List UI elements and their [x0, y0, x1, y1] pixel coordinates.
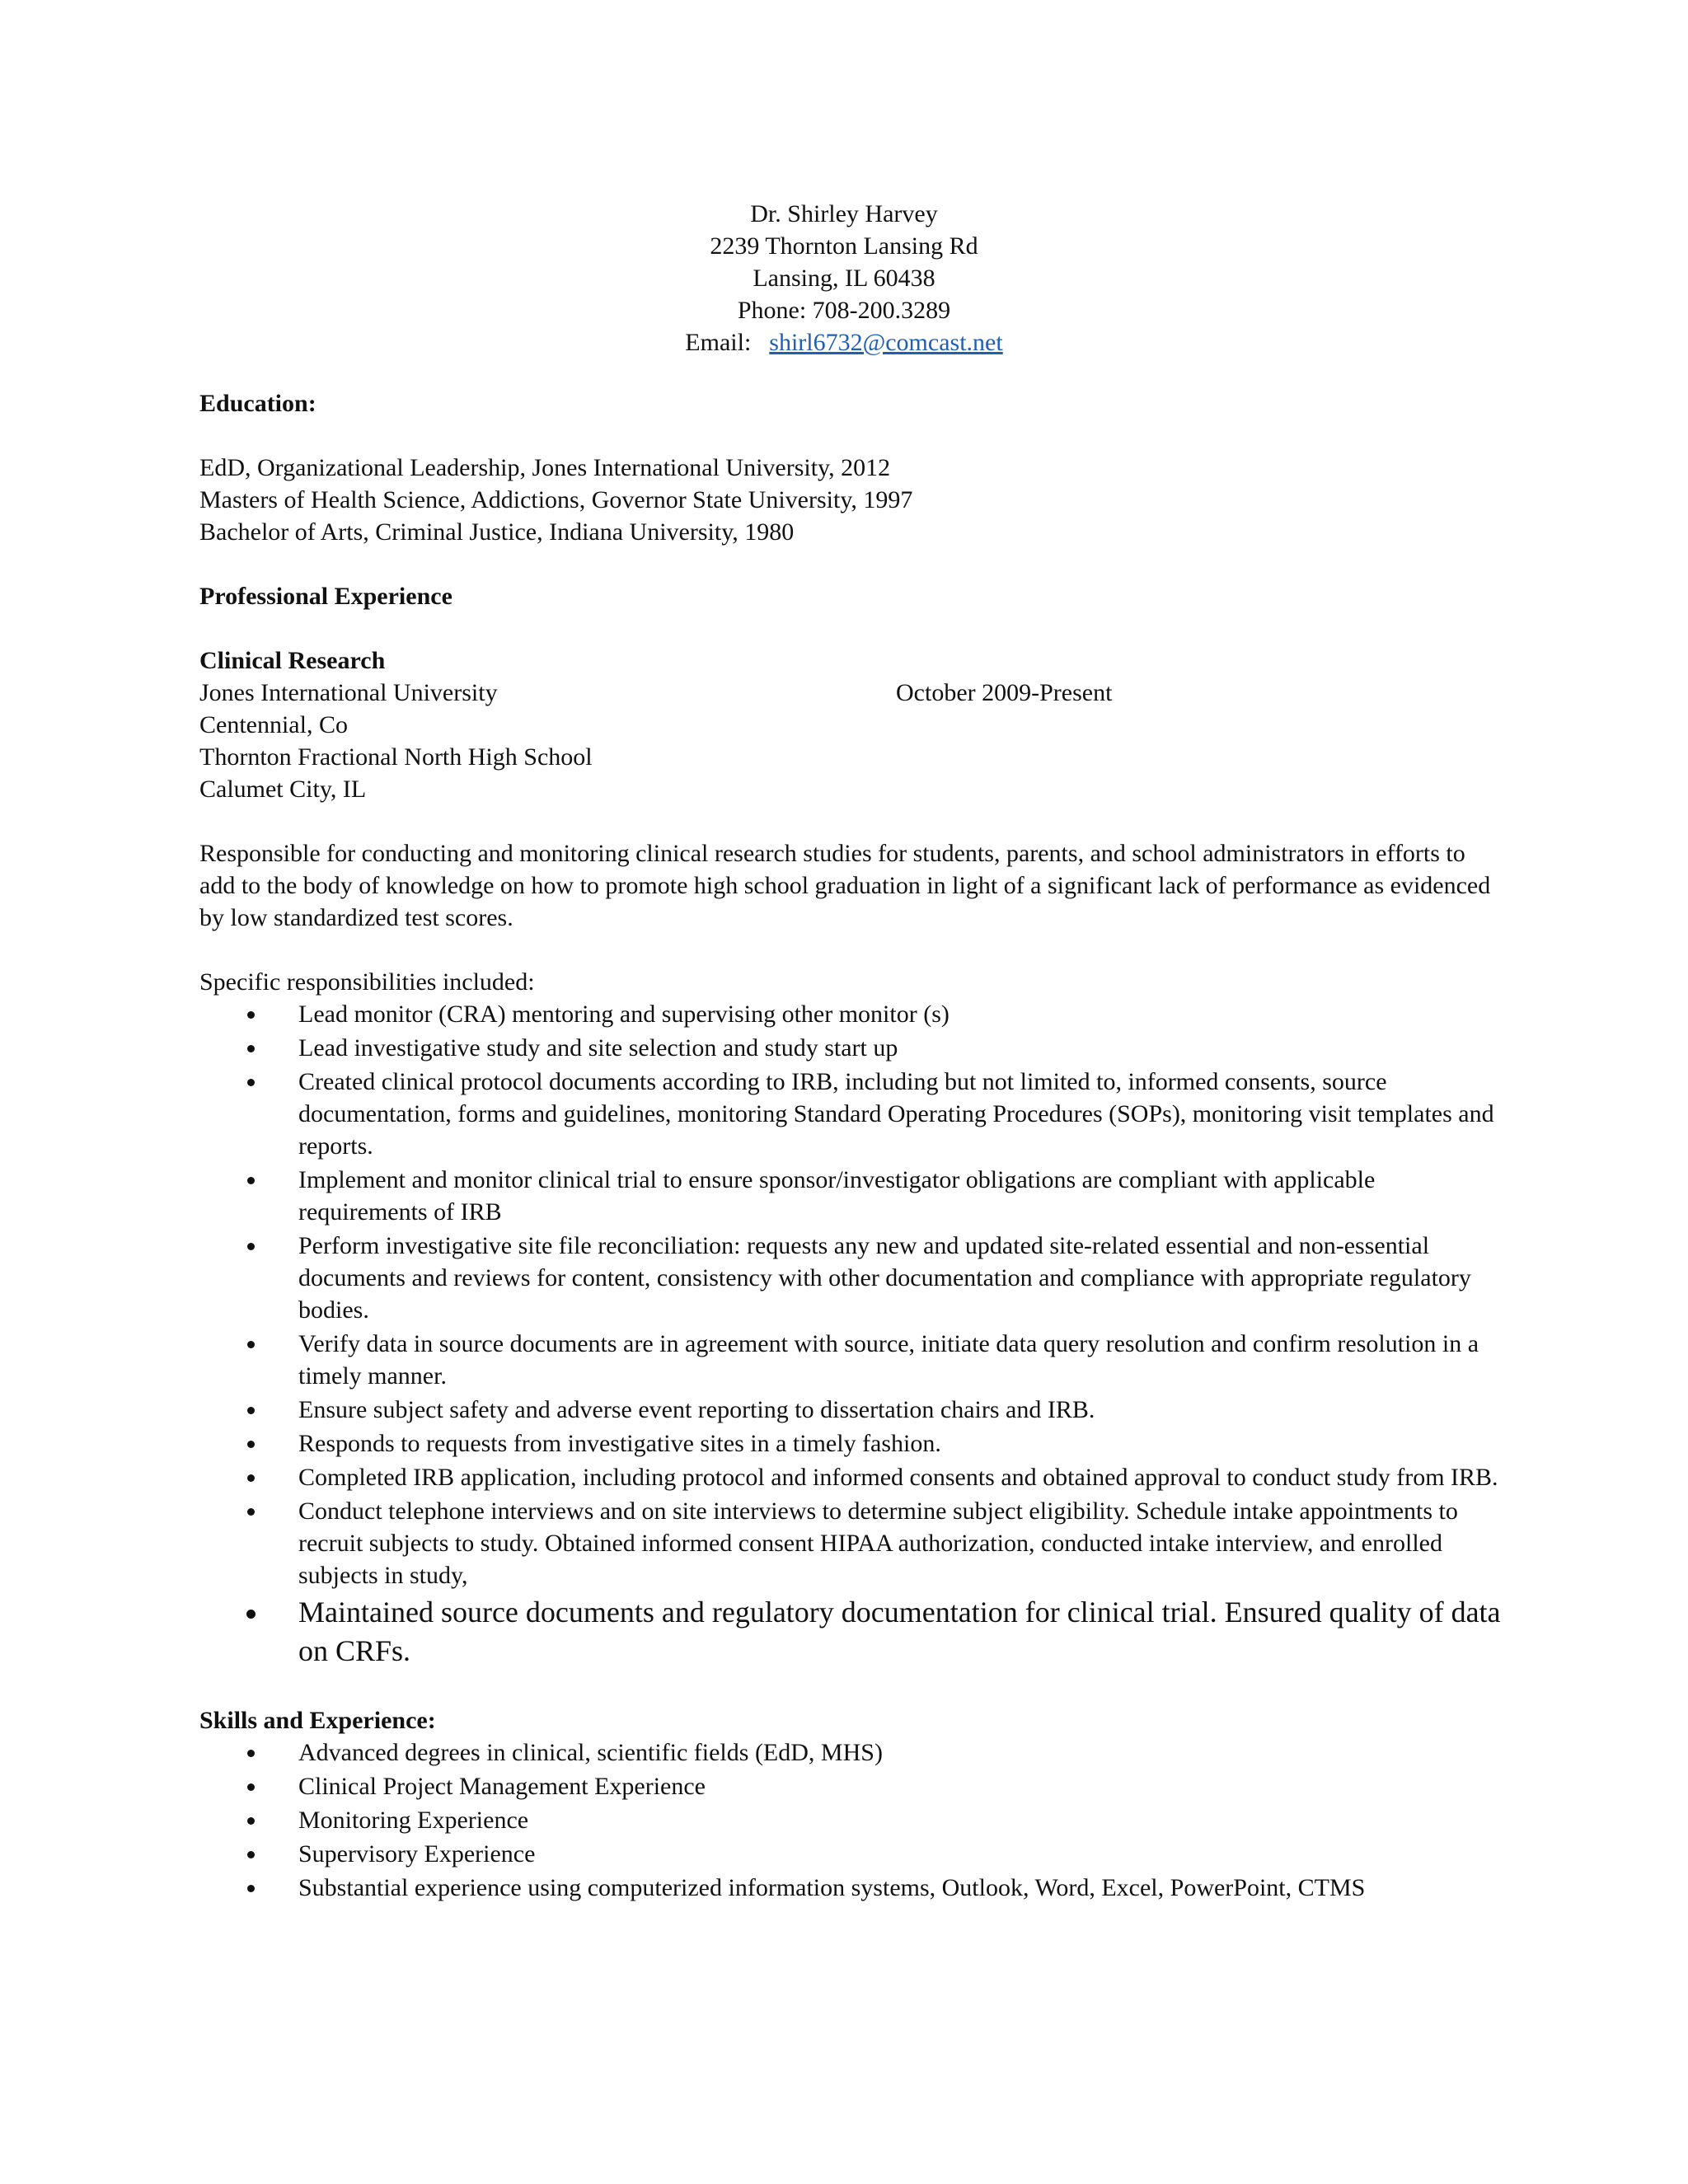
responsibilities-list — [199, 998, 1502, 1671]
education-item: Bachelor of Arts, Criminal Justice, Indiana University, 1980 — [199, 518, 795, 546]
location-line: Centennial, Co — [199, 711, 348, 738]
address-line-1: 2239 Thornton Lansing Rd — [710, 232, 978, 260]
employer-name: Jones International University — [199, 679, 498, 706]
bullet-icon — [247, 1243, 255, 1250]
list-item: Lead investigative study and site selection and study start up — [199, 1032, 1502, 1064]
list-item: Maintained source documents and regulatory documentation for clinical trial. Ensured quality of data on CRFs. — [199, 1593, 1502, 1671]
applicant-name: Dr. Shirley Harvey — [750, 200, 938, 227]
bullet-icon — [247, 1474, 255, 1482]
list-item: Advanced degrees in clinical, scientific fields (EdD, MHS) — [199, 1736, 1502, 1769]
bullet-icon — [247, 1851, 255, 1858]
skills-heading: Skills and Experience: — [199, 1707, 436, 1734]
resume-body — [199, 387, 1502, 1905]
list-item: Completed IRB application, including protocol and informed consents and obtained approval to conduct study from IRB. — [199, 1461, 1502, 1493]
list-item: Verify data in source documents are in agreement with source, initiate data query resolution and confirm resolution in a timely manner. — [199, 1328, 1502, 1392]
experience-subheading: Clinical Research — [199, 647, 386, 674]
bullet-icon — [247, 1508, 255, 1516]
bullet-icon — [247, 1079, 255, 1086]
responsibilities-intro: Specific responsibilities included: — [199, 968, 535, 996]
education-item: Masters of Health Science, Addictions, Governor State University, 1997 — [199, 486, 913, 513]
experience-heading: Professional Experience — [199, 583, 452, 610]
bullet-icon — [247, 1045, 255, 1052]
bullet-icon — [247, 1341, 255, 1348]
employment-dates: October 2009-Present — [896, 679, 1113, 706]
education-item: EdD, Organizational Leadership, Jones International University, 2012 — [199, 454, 891, 481]
email-label: Email: — [685, 329, 752, 356]
list-item: Ensure subject safety and adverse event reporting to dissertation chairs and IRB. — [199, 1394, 1502, 1426]
bullet-icon — [247, 1885, 255, 1892]
list-item: Substantial experience using computerized information systems, Outlook, Word, Excel, PowerPoint, CTMS — [199, 1872, 1502, 1904]
location-line: Calumet City, IL — [199, 776, 367, 803]
bullet-icon — [246, 1610, 256, 1619]
bullet-icon — [247, 1817, 255, 1825]
list-item: Perform investigative site file reconciliation: requests any new and updated site-related essential and non-essential documents and reviews for content, consistency with other documentation and compliance with appropriate regulatory bodies. — [199, 1230, 1502, 1326]
contact-header — [0, 198, 1688, 359]
list-item: Implement and monitor clinical trial to ensure sponsor/investigator obligations are compliant with applicable requirements of IRB — [199, 1164, 1502, 1228]
phone-line: Phone: 708-200.3289 — [737, 297, 951, 324]
list-item: Responds to requests from investigative sites in a timely fashion. — [199, 1427, 1502, 1460]
employer-row — [199, 677, 1502, 709]
bullet-icon — [247, 1407, 255, 1414]
bullet-icon — [247, 1441, 255, 1448]
email-line — [0, 326, 1688, 359]
bullet-icon — [247, 1783, 255, 1791]
location-line: Thornton Fractional North High School — [199, 743, 593, 771]
list-item: Conduct telephone interviews and on site interviews to determine subject eligibility. Schedule intake appointments to recruit subjects to study. Obtained informed consent HIPAA authorization, conducted intake interview, and enrolled subjects in study, — [199, 1495, 1502, 1591]
list-item: Monitoring Experience — [199, 1804, 1502, 1836]
list-item: Created clinical protocol documents according to IRB, including but not limited to, informed consents, source documentation, forms and guidelines, monitoring Standard Operating Procedures (SOPs), monitoring visit templates and reports. — [199, 1066, 1502, 1162]
bullet-icon — [247, 1750, 255, 1757]
email-link[interactable]: shirl6732@comcast.net — [769, 329, 1003, 356]
list-item: Clinical Project Management Experience — [199, 1770, 1502, 1802]
list-item: Supervisory Experience — [199, 1838, 1502, 1870]
address-line-2: Lansing, IL 60438 — [753, 265, 935, 292]
education-heading: Education: — [199, 390, 316, 417]
skills-list — [199, 1736, 1502, 1904]
list-item: Lead monitor (CRA) mentoring and supervising other monitor (s) — [199, 998, 1502, 1030]
bullet-icon — [247, 1177, 255, 1184]
bullet-icon — [247, 1011, 255, 1019]
experience-summary: Responsible for conducting and monitoring clinical research studies for students, parents, and school administrators in efforts to add to the body of knowledge on how to promote high school graduation in light of a significant lack of performance as evidenced by low standardized test scores. — [199, 840, 1491, 931]
